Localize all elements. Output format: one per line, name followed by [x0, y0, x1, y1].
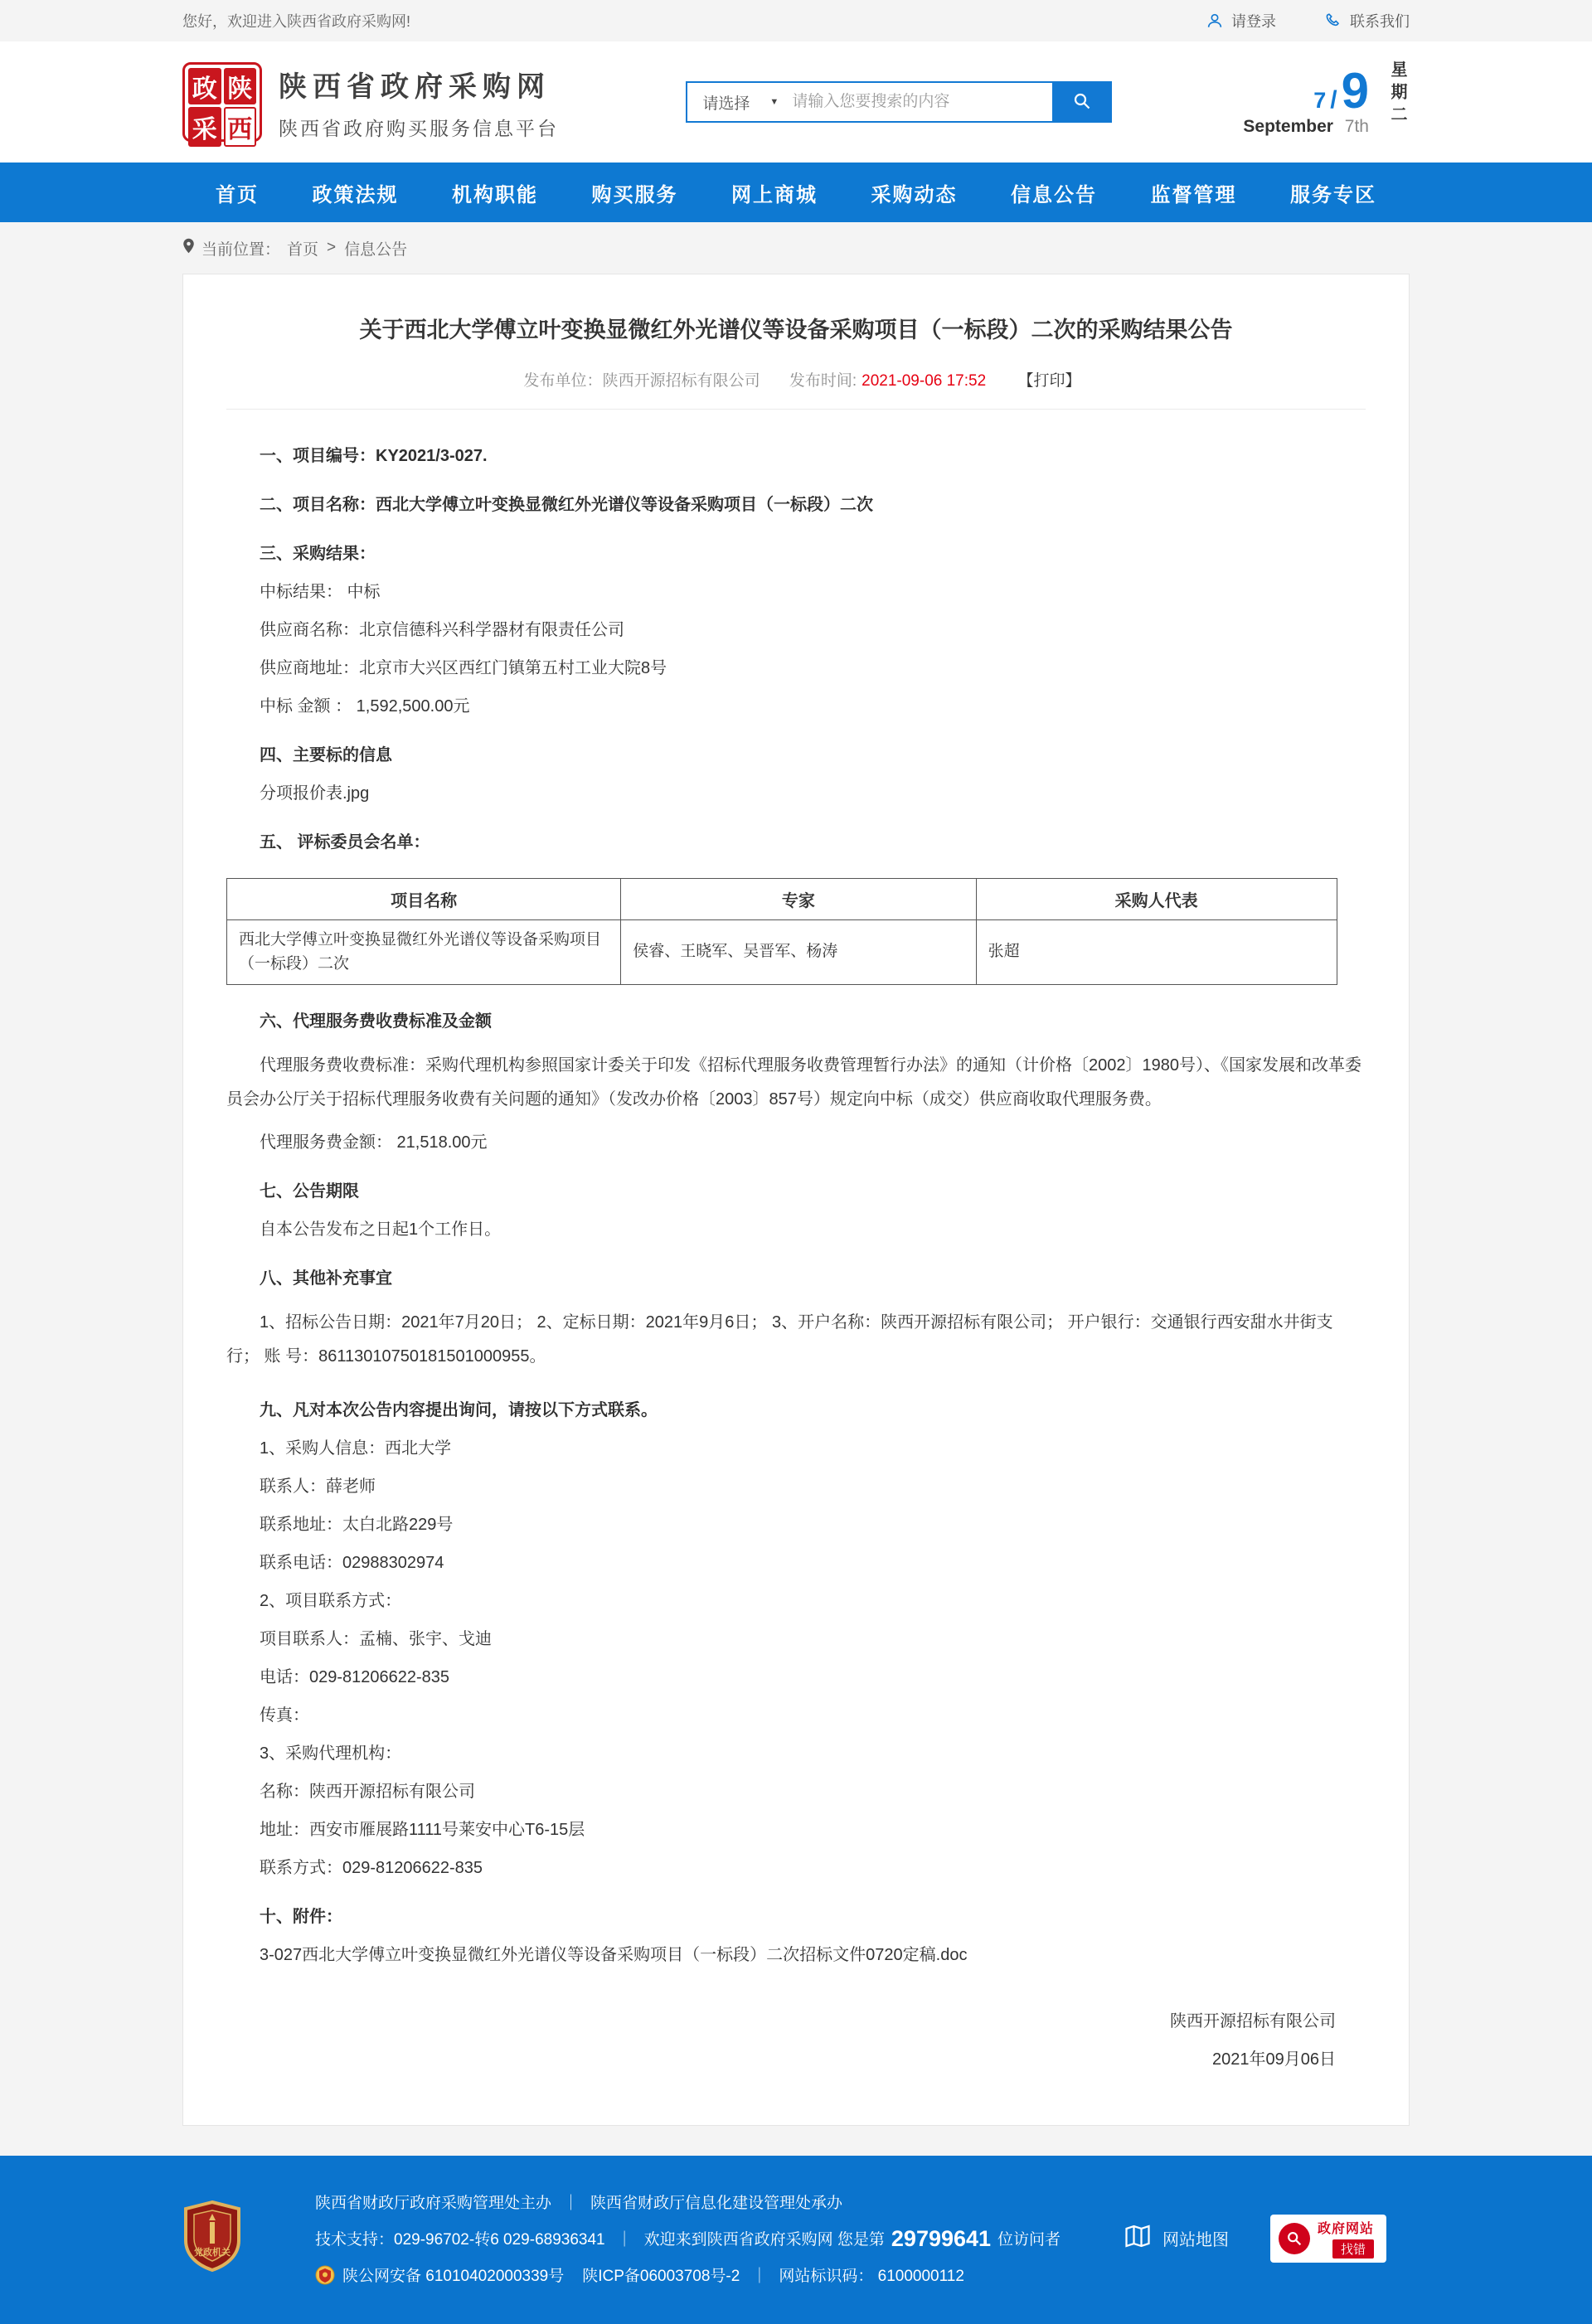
article-paragraph: 中标结果： 中标 — [260, 583, 381, 602]
section-heading: 七、公告期限 — [260, 1182, 359, 1201]
table-header: 采购人代表 — [976, 879, 1337, 920]
section-heading: 三、采购结果： — [260, 545, 376, 564]
topbar — [0, 0, 1592, 41]
icp-record-number[interactable]: 陕ICP备06003708号-2 — [582, 2268, 740, 2286]
footer-host-line: 陕西省财政厅政府采购管理处主办 ｜ 陕西省财政厅信息化建设管理处承办 — [315, 2195, 843, 2213]
date-widget: 7 / 9 September 7th 星期二 — [1243, 61, 1410, 143]
error-finder-icon — [1279, 2223, 1310, 2254]
article-paragraph: 代理服务费金额： 21,518.00元 — [260, 1133, 488, 1152]
logo-seal-icon — [182, 62, 262, 142]
nav-item-announcements[interactable]: 信息公告 — [1011, 183, 1097, 206]
site-title: 陕西省政府采购网 — [279, 70, 551, 103]
nav-item-purchase-services[interactable]: 购买服务 — [591, 183, 678, 206]
article-paragraph: 自本公告发布之日起1个工作日。 — [260, 1220, 502, 1240]
nav-item-supervision[interactable]: 监督管理 — [1150, 183, 1237, 206]
search-box — [686, 81, 1112, 123]
article-paragraph: 2、项目联系方式： — [260, 1592, 402, 1611]
section-heading: 二、项目名称：西北大学傅立叶变换显微红外光谱仪等设备采购项目（一标段）二次 — [260, 496, 873, 515]
breadcrumb-current-link[interactable]: 信息公告 — [344, 240, 408, 259]
table-header: 专家 — [621, 879, 976, 920]
article-paragraph: 3、采购代理机构： — [260, 1744, 402, 1764]
seal-char: 采 — [188, 107, 221, 147]
welcome-text: 您好，欢迎进入陕西省政府采购网! — [182, 13, 410, 30]
section-heading: 一、项目编号：KY2021/3-027. — [260, 447, 488, 466]
table-cell: 侯睿、王晓军、吴晋军、杨涛 — [621, 920, 976, 985]
section-heading: 八、其他补充事宜 — [260, 1269, 392, 1288]
date-day-ordinal: 7th — [1344, 117, 1369, 136]
table-header: 项目名称 — [227, 879, 621, 920]
nav-item-online-mall[interactable]: 网上商城 — [731, 183, 818, 206]
attachment-link[interactable]: 3-027西北大学傅立叶变换显微红外光谱仪等设备采购项目（一标段）二次招标文件0720定稿.doc — [260, 1946, 968, 1965]
article-body — [226, 410, 1366, 2072]
phone-icon — [1324, 12, 1342, 30]
article-paragraph: 地址：西安市雁展路1111号莱安中心T6-15层 — [260, 1821, 585, 1840]
article-meta: 发布单位：陕西开源招标有限公司 发布时间: 2021-09-06 17:52 【打印】 — [523, 372, 1081, 391]
location-pin-icon — [182, 238, 195, 259]
date-month-number: 7 — [1313, 88, 1327, 113]
article-paragraph: 联系方式：029-81206622-835 — [260, 1859, 483, 1878]
breadcrumb-home-link[interactable]: 首页 — [287, 240, 319, 259]
article-paragraph: 传真： — [260, 1706, 309, 1725]
article-paragraph: 项目联系人：孟楠、张宇、戈迪 — [260, 1630, 492, 1649]
section-heading: 十、附件： — [260, 1908, 342, 1927]
breadcrumb-label: 当前位置： — [201, 240, 281, 259]
section-heading: 五、 评标委员会名单： — [260, 833, 430, 852]
search-icon — [1072, 91, 1092, 114]
article-paragraph: 电话：029-81206622-835 — [260, 1668, 450, 1687]
article-paragraph: 中标 金额 ： 1,592,500.00元 — [260, 697, 470, 716]
nav-item-service-zone[interactable]: 服务专区 — [1290, 183, 1376, 206]
article-paragraph: 1、采购人信息：西北大学 — [260, 1439, 452, 1458]
article-card — [182, 274, 1410, 2126]
svg-text:党政机关: 党政机关 — [194, 2248, 231, 2259]
contact-link[interactable]: 联系我们 — [1324, 10, 1410, 32]
sitemap-link[interactable]: 网站地图 — [1123, 2221, 1229, 2256]
page-title: 关于西北大学傅立叶变换显微红外光谱仪等设备采购项目（一标段）二次的采购结果公告 — [359, 318, 1233, 342]
user-icon — [1206, 12, 1224, 30]
search-input[interactable] — [792, 83, 1052, 121]
table-cell: 西北大学傅立叶变换显微红外光谱仪等设备采购项目（一标段）二次 — [227, 920, 621, 985]
police-badge-icon — [315, 2265, 335, 2285]
nav-item-policy[interactable]: 政策法规 — [312, 183, 399, 206]
section-heading: 六、代理服务费收费标准及金额 — [260, 1012, 492, 1031]
section-heading: 四、主要标的信息 — [260, 746, 392, 765]
nav-item-procurement-news[interactable]: 采购动态 — [871, 183, 958, 206]
signature-org: 陕西开源招标有限公司 — [1170, 2012, 1336, 2031]
print-button[interactable]: 【打印】 — [1017, 372, 1081, 391]
chevron-down-icon: ▼ — [769, 97, 779, 107]
article-paragraph: 供应商名称：北京信德科兴科学器材有限责任公司 — [260, 621, 624, 640]
table-cell: 张超 — [976, 920, 1337, 985]
article-paragraph: 联系人：薛老师 — [260, 1477, 376, 1497]
search-button[interactable] — [1052, 81, 1112, 123]
breadcrumb: 当前位置： 首页 > 信息公告 — [182, 222, 1410, 274]
date-month-name: September — [1243, 117, 1333, 136]
nav-item-functions[interactable]: 机构职能 — [452, 183, 538, 206]
search-category-select[interactable]: 请选择 ▼ — [702, 95, 779, 113]
site-logo[interactable] — [182, 62, 559, 142]
site-id-code: 网站标识码： 6100000112 — [779, 2268, 964, 2286]
article-paragraph: 供应商地址：北京市大兴区西红门镇第五村工业大院8号 — [260, 659, 667, 678]
evaluation-committee-table — [226, 878, 1337, 985]
site-footer — [0, 2156, 1592, 2324]
article-paragraph: 1、招标公告日期：2021年7月20日； 2、定标日期：2021年9月6日； 3、开户名称：陕西开源招标有限公司； 开户银行：交通银行西安甜水井街支行； 账 号：86113010750181501000955。 — [226, 1313, 1333, 1366]
article-paragraph: 联系地址：太白北路229号 — [260, 1516, 454, 1535]
date-day-number: 9 — [1341, 63, 1369, 119]
publish-time: 2021-09-06 17:52 — [862, 372, 987, 391]
gov-site-error-report-badge[interactable]: 政府网站 找错 — [1270, 2215, 1386, 2263]
police-record-number[interactable]: 陕公网安备 61010402000339号 — [342, 2268, 565, 2286]
article-paragraph: 联系电话：02988302974 — [260, 1554, 444, 1573]
government-emblem-icon — [182, 2200, 242, 2276]
nav-item-home[interactable]: 首页 — [216, 183, 259, 206]
article-paragraph: 代理服务费收费标准：采购代理机构参照国家计委关于印发《招标代理服务收费管理暂行办法》的通知（计价格〔2002〕1980号）、《国家发展和改革委员会办公厅关于招标代理服务收费有关问题的通知》（发改办价格〔2003〕857号）规定向中标（成交）供应商收取代理服务费。 — [226, 1056, 1361, 1109]
login-link[interactable]: 请登录 — [1206, 10, 1276, 32]
visitor-count: 29799641 — [891, 2226, 992, 2252]
date-weekday: 星期二 — [1388, 61, 1406, 128]
site-header — [0, 41, 1592, 163]
footer-support-line: 技术支持：029-96702-转6 029-68936341 ｜ 欢迎来到陕西省政府采购网 您是第 29799641 位访问者 — [315, 2226, 1061, 2252]
article-paragraph: 名称：陕西开源招标有限公司 — [260, 1783, 475, 1802]
seal-char: 政 — [188, 68, 221, 104]
table-row — [227, 920, 1337, 985]
publisher-name: 陕西开源招标有限公司 — [602, 372, 760, 391]
map-icon — [1123, 2221, 1153, 2256]
signature-block — [226, 2009, 1366, 2072]
footer-record-line: 陕公网安备 61010402000339号 陕ICP备06003708号-2 ｜ 网站标识码： 6100000112 — [315, 2263, 1061, 2286]
section-heading: 九、凡对本次公告内容提出询问，请按以下方式联系。 — [260, 1401, 658, 1420]
seal-char: 陕 — [224, 68, 257, 104]
main-navigation — [0, 163, 1592, 222]
article-paragraph: 分项报价表.jpg — [260, 784, 370, 803]
signature-date: 2021年09月06日 — [1212, 2050, 1336, 2069]
site-subtitle: 陕西省政府购买服务信息平台 — [279, 117, 559, 139]
seal-char: 西 — [224, 107, 257, 147]
